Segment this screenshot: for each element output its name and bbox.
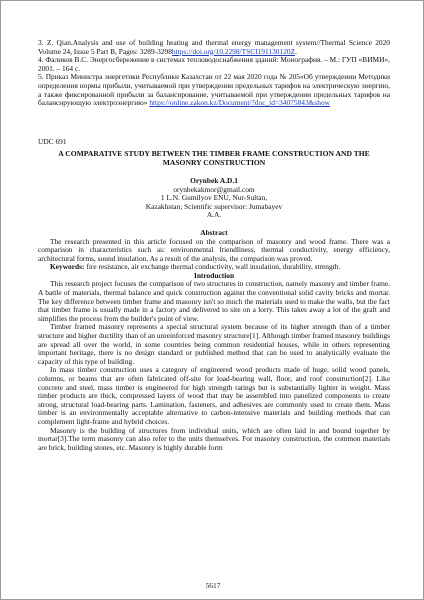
udc-code: UDC 691 <box>38 136 67 146</box>
reference-5 <box>38 73 390 107</box>
abstract-text: The research presented in this article focused on the comparison of masonry and wood frame. There was a comparison in characteristics such as: environmental friendliness, thermal conductivity, energy efficiency, architectural forms, sound insulation. As a result of the analysis, the comparison was proved. <box>38 236 390 263</box>
reference-5-link[interactable]: https://online.zakon.kz/Document/?doc_id=34075843&show <box>149 98 331 108</box>
paper-title: A COMPARATIVE STUDY BETWEEN THE TIMBER FRAME CONSTRUCTION AND THE MASONRY CONSTRUCTION <box>58 149 370 168</box>
page-number: 5617 <box>205 581 221 590</box>
reference-3-text: 3. Z. Qian.Analysis and use of building heating and thermal energy management system//Thermal Science 2020 Volume 24, Issue 5 Part B, Pages: 3289-3298 <box>38 38 390 56</box>
supervisor-line: Kazakhstan; Scientific supervisor: Jumabayev <box>145 201 283 211</box>
keywords-text: fire resistance, air exchange thermal conductivity, wall insulation, durability, strength. <box>86 262 341 272</box>
intro-paragraph: Masonry is the building of structures from individual units, which are often laid in and bound together by mortar[3].The term masonry can also refer to the units themselves. For masonry construction, the common materials are brick, building stones, etc. Masonry is highly durable form <box>38 425 390 452</box>
author-affiliation: 1 L.N. Gumilyov ENU, Nur-Sultan, <box>160 193 268 203</box>
author-name: Orynbek A.D.1 <box>190 175 238 185</box>
intro-paragraph: This research project focuses the comparison of two structures in construction, namely masonry and timber frame. A battle of materials, thermal balance and quick construction against the conventional solid cavity bricks and mortar. The key difference between timber frame and masonry isn't so much the materials used to make the walls, but the fact that timber frame is usually made in a factory and delivered to site on a lorry. This takes away a lot of the graft and simplifies the process from the builder's point of view. <box>38 279 390 323</box>
introduction-heading: Introduction <box>193 270 235 280</box>
supervisor-initials: A.A. <box>206 210 222 220</box>
intro-paragraph: Timber framed masonry represents a special structural system because of its higher strength than of a timber structure and higher ductility than of an unreinforced masonry structure[1]. Although timber framed masonry buildings are spread all over the world, in some countries being common residential houses, while in others representing important heritage, there is no design standard or published method that can be used to analytically evaluate the capacity of this type of building. <box>38 322 390 366</box>
reference-3-link[interactable]: https://doi.org/10.2298/TSCI191130120Z <box>171 46 296 56</box>
reference-3: 3. Z. Qian.Analysis and use of building heating and thermal energy management system//Thermal Science 2020 Volume 24, Issue 5 Part B, Pages: 3289-3298https://doi.org/10.2298/TSCI191130120Z. <box>38 38 390 56</box>
author-email: orynbekakmor@gmail.com <box>173 184 255 194</box>
intro-paragraph: In mass timber construction uses a category of engineered wood products made of huge, solid wood panels, columns, or beams that are often fabricated off-site for load-bearing wall, floor, and roof construction[2]. Like concrete and steel, mass timber is engineered for high strength ratings but is substantially lighter in weight. Mass timber products are thick, compressed layers of wood that may be assembled into panelized components to create strong, structural load-bearing parts. Lamination, fasteners, and adhesives are commonly used to create them. Mass timber is an environmentally acceptable alternative to carbon-intensive materials and building methods that can complement light-frame and hybrid choices. <box>38 365 390 426</box>
reference-5-text: 5. Приказ Министра энергетики Республики Казахстан от 22 мая 2020 года № 205«Об утверждении Методики определения нормы прибыли, учитываемой при утверждении предельных тарифов на электрическую энергию, а также фиксированной прибыли за балансирование, учитываемой при утверждении предельных тарифов на балансирующую электроэнергию» <box>38 72 390 108</box>
page-content <box>38 39 390 452</box>
reference-4: 4. Фаликов В.С. Энергосбережение в системах тепловодоснабжения зданий: Монография. – М.: ГУП «ВИМИ», 2001. – 164 с. <box>38 55 390 73</box>
keywords-label: Keywords: <box>50 262 85 272</box>
abstract-heading: Abstract <box>200 227 228 237</box>
